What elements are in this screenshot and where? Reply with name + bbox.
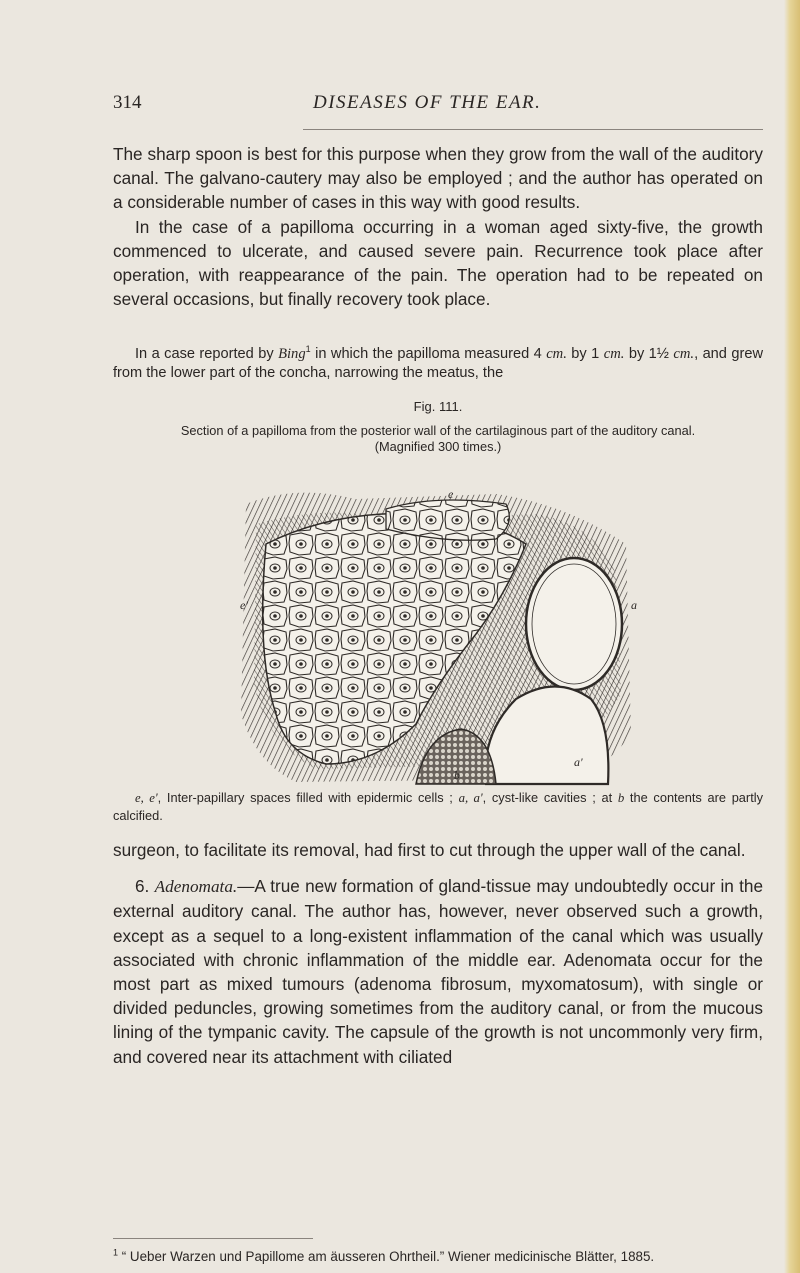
header-rule <box>303 129 763 130</box>
papilloma-engraving <box>236 484 636 784</box>
text-span: In a case reported by <box>135 346 279 362</box>
section-heading: Adenomata. <box>154 877 238 897</box>
footnote-body: “ Ueber Warzen und Papillome am äusseren Ohrtheil.” Wiener medicinische Blätter, 1885. <box>118 1249 655 1264</box>
author-name: Bing <box>278 346 306 362</box>
text-span: in which the papilloma measured 4 <box>310 346 547 362</box>
text-span: by 1½ <box>624 346 674 362</box>
paragraph-adenomata <box>113 874 763 1069</box>
footnote-rule <box>113 1238 313 1239</box>
footnote-mark: 1 <box>113 1247 119 1258</box>
bing-case-paragraph <box>113 345 763 384</box>
running-title: DISEASES OF THE EAR. <box>313 92 542 113</box>
footnote-reference: 1 <box>305 344 311 355</box>
text-span: by 1 <box>566 346 604 362</box>
text-span: , and grew from the lower part of the concha, narrowing the meatus, the <box>113 346 763 382</box>
text-block-bottom <box>113 838 763 1069</box>
small-paragraph <box>113 345 763 384</box>
figure-caption <box>113 423 763 455</box>
text-block-top <box>113 142 763 311</box>
legend-ref: e, e' <box>135 791 158 805</box>
legend-ref: a, a' <box>458 791 483 805</box>
unit: cm. <box>673 346 695 362</box>
paragraph-3: surgeon, to facilitate its removal, had first to cut through the upper wall of the canal. <box>113 840 746 860</box>
marker-a: a <box>631 598 637 612</box>
footnote <box>113 1248 763 1265</box>
unit: cm. <box>546 346 567 362</box>
papilloma-illustration <box>236 484 636 784</box>
section-number: 6. <box>135 876 155 897</box>
marker-e: e <box>448 487 454 501</box>
paragraph-2: In the case of a papilloma occurring in a woman aged sixty-five, the growth commenced to ulcerate, and caused severe pain. Recurrence took place after operation, with reappearance of the pain. The operation had to be repeated on several occasions, but finally recovery took place. <box>113 216 763 310</box>
footnote-text <box>113 1248 763 1265</box>
unit: cm. <box>603 346 625 362</box>
legend-span: , cyst-like cavities ; at <box>482 790 618 805</box>
section-text: —A true new formation of gland-tissue may undoubtedly occur in the external auditory canal. The author has, however, never observed such a growth, except as a sequel to a long-existent inflammation of the canal which was usually associated with chronic inflammation of the middle ear. Adenomata occur for the most part as mixed tumours (adenoma fibrosum, myxomatosum), with single or divided peduncles, growing sometimes from the auditory canal, or from the mucous lining of the tympanic cavity. The capsule of the growth is not uncommonly very firm, and covered near its attachment with ciliated <box>113 876 764 1067</box>
marker-a-prime: a' <box>574 755 583 769</box>
page-header <box>113 92 763 118</box>
paragraph-1: The sharp spoon is best for this purpose when they grow from the wall of the auditory canal. The galvano-cautery may also be employed ; and the author has operated on a considerable number of cases in this way with good results. <box>113 144 763 213</box>
figure-caption-line-2: (Magnified 300 times.) <box>374 439 502 454</box>
marker-e-prime: e' <box>240 598 248 612</box>
figure-legend-text <box>113 789 763 824</box>
marker-b: b <box>454 768 460 782</box>
figure-label: Fig. 111. <box>413 399 463 414</box>
legend-span: , Inter-papillary spaces filled with epidermic cells ; <box>157 790 459 805</box>
page-number: 314 <box>113 92 142 113</box>
figure-caption-line-1: Section of a papilloma from the posterior wall of the cartilaginous part of the auditory canal. <box>180 423 696 438</box>
legend-ref: b <box>617 791 625 805</box>
figure-legend <box>113 789 763 824</box>
legend-span: the contents are partly calcified. <box>113 790 763 823</box>
page-edge <box>784 0 800 1273</box>
